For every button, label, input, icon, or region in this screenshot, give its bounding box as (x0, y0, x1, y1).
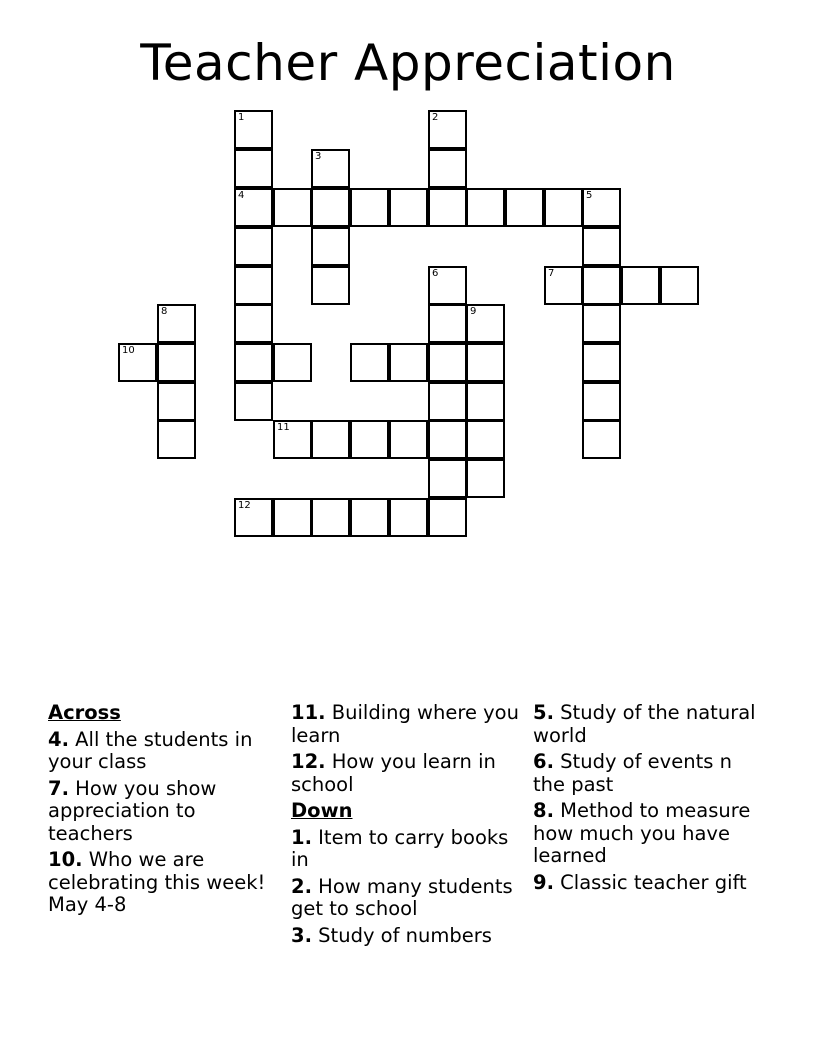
clue-number: 8 (161, 306, 168, 317)
clue-number: 4 (238, 190, 245, 201)
grid-cell[interactable] (582, 266, 621, 305)
grid-cell[interactable] (350, 343, 389, 382)
grid-cell[interactable] (273, 188, 312, 227)
clue-text: Item to carry books in (291, 825, 509, 871)
clue-text: Method to measure how much you have learned (533, 799, 751, 867)
clue-text: How you show appreciation to teachers (48, 776, 217, 845)
grid-cell[interactable] (389, 343, 428, 382)
clue-heading-down: Down (291, 799, 353, 822)
clue-item (533, 872, 769, 895)
grid-cell[interactable] (582, 304, 621, 343)
clue-item (533, 751, 769, 796)
grid-cell[interactable] (466, 382, 505, 421)
clue-column-3 (533, 702, 769, 898)
clue-item (48, 849, 286, 917)
clue-number-label: 5. (533, 701, 554, 724)
clue-number: 1 (238, 112, 245, 123)
grid-cell[interactable] (621, 266, 660, 305)
grid-cell[interactable] (428, 266, 467, 305)
page-title: Teacher Appreciation (140, 34, 676, 92)
grid-cell[interactable] (350, 420, 389, 459)
clue-number: 5 (586, 190, 593, 201)
clue-text: Building where you learn (291, 701, 519, 747)
clue-heading-across: Across (48, 701, 121, 724)
clue-column-1 (48, 702, 286, 921)
grid-cell[interactable] (428, 188, 467, 227)
grid-cell[interactable] (234, 304, 273, 343)
clue-number: 7 (548, 268, 555, 279)
grid-cell[interactable] (389, 498, 428, 537)
grid-cell[interactable] (234, 343, 273, 382)
clue-column-2 (291, 702, 527, 951)
grid-cell[interactable] (466, 304, 505, 343)
clue-text: Study of the natural world (533, 701, 756, 747)
clue-number-label: 11. (291, 701, 326, 724)
grid-cell[interactable] (273, 420, 312, 459)
grid-cell[interactable] (466, 343, 505, 382)
grid-cell[interactable] (311, 266, 350, 305)
clue-text: Study of numbers (311, 923, 492, 947)
clue-text: Who we are celebrating this week! May 4-8 (48, 848, 266, 916)
clue-item (48, 778, 286, 846)
clue-item (291, 925, 527, 948)
clue-text: Study of events n the past (533, 750, 732, 796)
clue-number-label: 2. (291, 874, 312, 898)
grid-cell[interactable] (582, 420, 621, 459)
grid-cell[interactable] (157, 343, 196, 382)
clue-item (291, 751, 527, 796)
grid-cell[interactable] (660, 266, 699, 305)
grid-cell[interactable] (428, 110, 467, 149)
grid-cell[interactable] (234, 110, 273, 149)
clue-text: How many students get to school (291, 874, 513, 920)
grid-cell[interactable] (428, 420, 467, 459)
grid-cell[interactable] (157, 304, 196, 343)
grid-cell[interactable] (428, 459, 467, 498)
clue-number: 6 (432, 268, 439, 279)
grid-cell[interactable] (350, 498, 389, 537)
grid-cell[interactable] (428, 498, 467, 537)
grid-cell[interactable] (234, 266, 273, 305)
grid-cell[interactable] (234, 188, 273, 227)
grid-cell[interactable] (428, 149, 467, 188)
clue-number-label: 6. (533, 750, 554, 773)
grid-cell[interactable] (582, 227, 621, 266)
clue-number: 10 (122, 345, 135, 356)
clue-number-label: 12. (291, 750, 326, 773)
grid-cell[interactable] (544, 266, 583, 305)
grid-cell[interactable] (428, 343, 467, 382)
clue-item (291, 827, 527, 872)
grid-cell[interactable] (234, 382, 273, 421)
clue-number-label: 3. (291, 923, 312, 947)
grid-cell[interactable] (582, 188, 621, 227)
grid-cell[interactable] (311, 227, 350, 266)
clue-text: How you learn in school (291, 750, 496, 796)
clue-number: 2 (432, 112, 439, 123)
clue-item (48, 729, 286, 774)
grid-cell[interactable] (311, 188, 350, 227)
grid-cell[interactable] (234, 149, 273, 188)
grid-cell[interactable] (389, 188, 428, 227)
grid-cell[interactable] (311, 149, 350, 188)
grid-cell[interactable] (466, 188, 505, 227)
clue-text: All the students in your class (48, 727, 253, 773)
grid-cell[interactable] (582, 343, 621, 382)
clue-number-label: 7. (48, 776, 69, 800)
clue-number-label: 9. (533, 870, 554, 894)
grid-cell[interactable] (234, 498, 273, 537)
grid-cell[interactable] (273, 343, 312, 382)
grid-cell[interactable] (544, 188, 583, 227)
grid-cell[interactable] (428, 382, 467, 421)
grid-cell[interactable] (157, 420, 196, 459)
grid-cell[interactable] (311, 420, 350, 459)
grid-cell[interactable] (466, 420, 505, 459)
grid-cell[interactable] (273, 498, 312, 537)
clue-number-label: 1. (291, 825, 312, 849)
clue-number-label: 4. (48, 727, 69, 751)
clue-item (533, 800, 769, 868)
clue-number: 9 (470, 306, 477, 317)
clue-number: 12 (238, 500, 251, 511)
grid-cell[interactable] (311, 498, 350, 537)
grid-cell[interactable] (389, 420, 428, 459)
clue-item (533, 702, 769, 747)
grid-cell[interactable] (157, 382, 196, 421)
clue-number-label: 10. (48, 848, 83, 871)
grid-cell[interactable] (350, 188, 389, 227)
grid-cell[interactable] (118, 343, 157, 382)
grid-cell[interactable] (234, 227, 273, 266)
clue-item (291, 702, 527, 747)
clue-number: 11 (277, 422, 290, 433)
grid-cell[interactable] (505, 188, 544, 227)
clue-number: 3 (315, 151, 322, 162)
grid-cell[interactable] (466, 459, 505, 498)
grid-cell[interactable] (582, 382, 621, 421)
grid-cell[interactable] (428, 304, 467, 343)
clue-item (291, 876, 527, 921)
clue-text: Classic teacher gift (553, 870, 747, 894)
clue-number-label: 8. (533, 799, 554, 822)
